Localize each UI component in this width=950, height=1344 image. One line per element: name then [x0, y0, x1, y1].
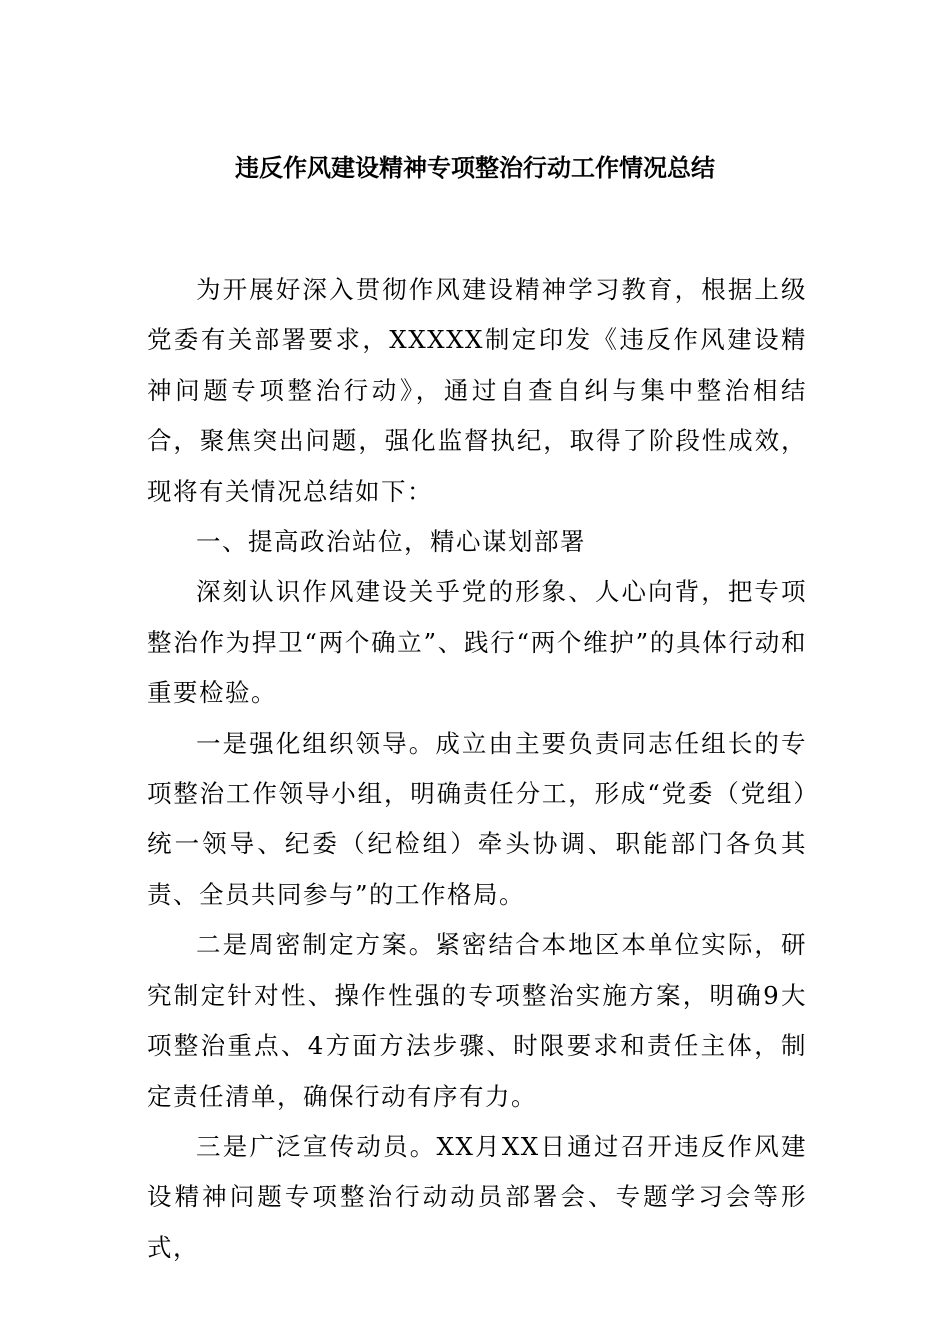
paragraph-intro: 为开展好深入贯彻作风建设精神学习教育，根据上级党委有关部署要求，XXXXX制定印发《违反作风建设精神问题专项整治行动》，通过自查自纠与集中整治相结合，聚焦突出问题，强化监督执纪，取得了阶段性成效，现将有关情况总结如下： [147, 275, 807, 506]
section-heading-1: 一、提高政治站位，精心谋划部署 [196, 527, 586, 557]
paragraph-section-1-overview: 深刻认识作风建设关乎党的形象、人心向背，把专项整治作为捍卫“两个确立”、践行“两个维护”的具体行动和重要检验。 [147, 577, 807, 708]
paragraph-publicity-mobilization: 三是广泛宣传动员。XX月XX日通过召开违反作风建设精神问题专项整治行动动员部署会、专题学习会等形式， [147, 1131, 807, 1262]
document-body [147, 265, 807, 1273]
paragraph-plan-formulation: 二是周密制定方案。紧密结合本地区本单位实际，研究制定针对性、操作性强的专项整治实施方案，明确9大项整治重点、4方面方法步骤、时限要求和责任主体，制定责任清单，确保行动有序有力。 [147, 930, 807, 1111]
paragraph-organizational-leadership: 一是强化组织领导。成立由主要负责同志任组长的专项整治工作领导小组，明确责任分工，形成“党委（党组）统一领导、纪委（纪检组）牵头协调、职能部门各负其责、全员共同参与”的工作格局。 [147, 728, 807, 909]
document-title: 违反作风建设精神专项整治行动工作情况总结 [235, 154, 715, 182]
